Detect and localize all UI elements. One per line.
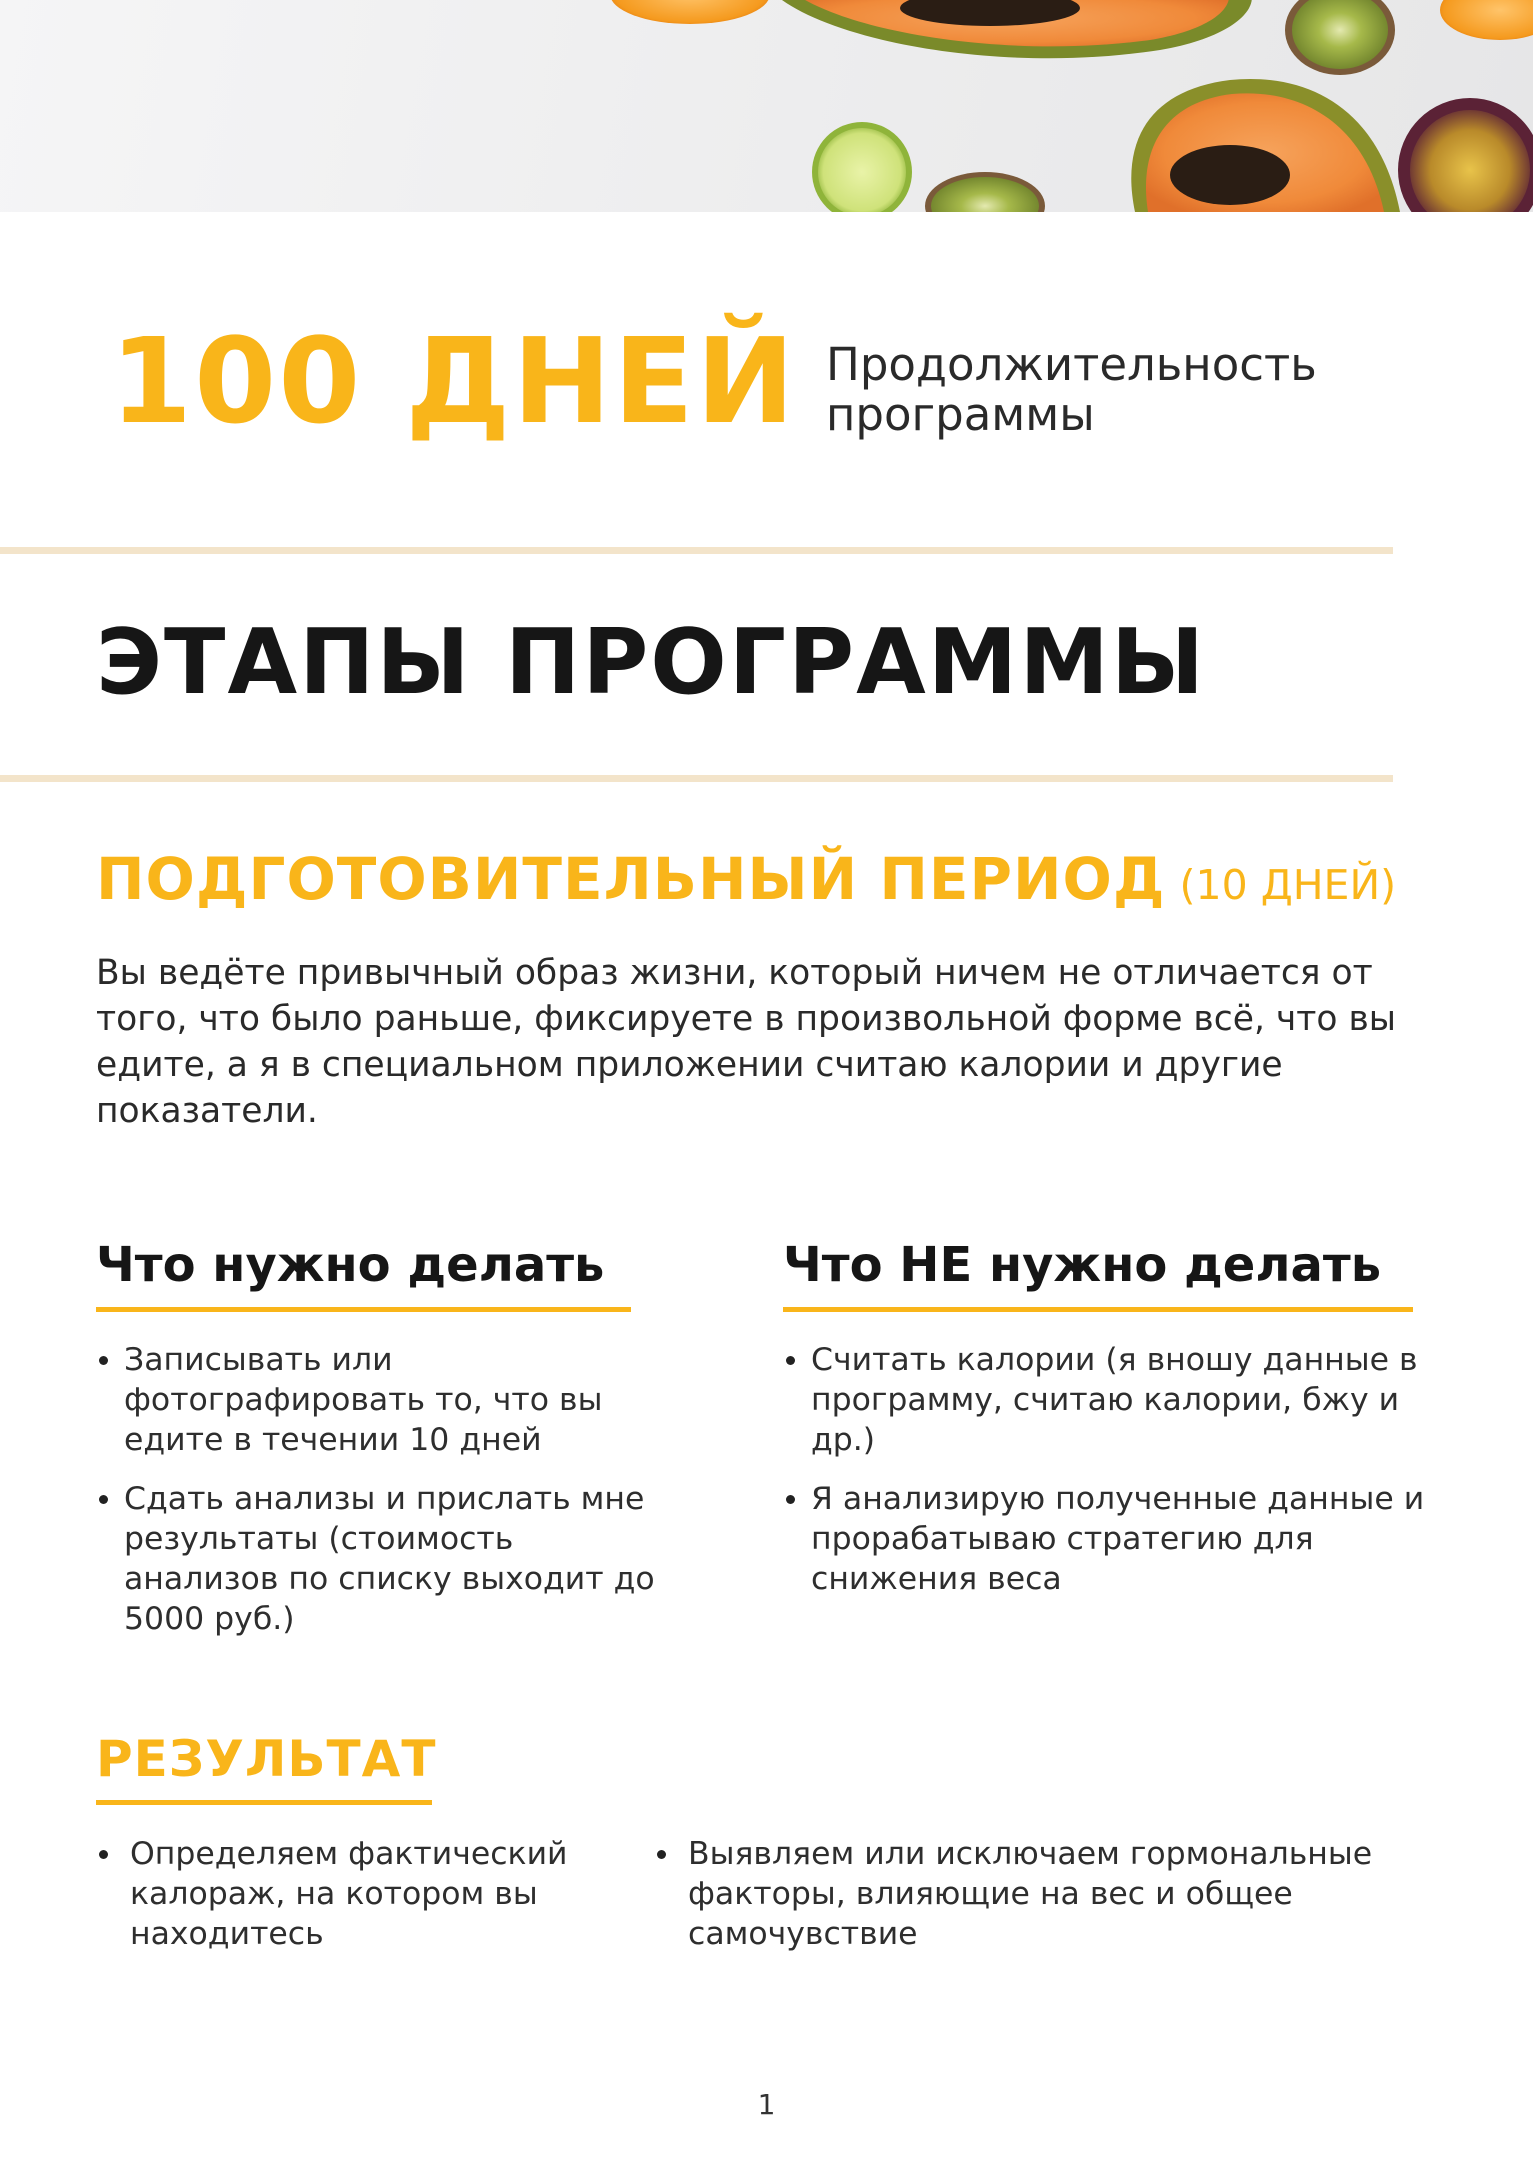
result-title: РЕЗУЛЬТАТ	[96, 1730, 437, 1788]
list-item: Я анализирую полученные данные и прорабатываю стратегию для снижения веса	[783, 1479, 1433, 1599]
todo-underline	[96, 1307, 631, 1312]
duration-label	[826, 340, 1317, 441]
page-number: 1	[757, 2088, 776, 2121]
period-intro: Вы ведёте привычный образ жизни, который ничем не отличается от того, что было раньше, фиксируете в произвольной форме всё, что вы едите, а я в специальном приложении считаю калории и другие показатели.	[96, 953, 1397, 1131]
list-item: Выявляем или исключаем гормональные факторы, влияющие на вес и общее самочувствие	[654, 1834, 1434, 1954]
banner-photo	[0, 0, 1533, 212]
not-todo-list	[783, 1340, 1433, 1618]
list-item: Сдать анализы и прислать мне результаты (стоимость анализов по списку выходит до 5000 руб.)	[96, 1479, 656, 1639]
list-item: Записывать или фотографировать то, что вы едите в течении 10 дней	[96, 1340, 656, 1460]
duration-label-line2: программы	[826, 388, 1095, 442]
result-list-left	[96, 1834, 616, 1973]
duration-value: 100 ДНЕЙ	[110, 312, 797, 450]
period-duration: (10 ДНЕЙ)	[1179, 861, 1397, 909]
duration-label-line1: Продолжительность	[826, 338, 1317, 391]
period-heading	[96, 845, 1397, 913]
result-list-right	[654, 1834, 1434, 1973]
result-underline	[96, 1800, 432, 1805]
fruit-photo-icon	[0, 0, 1533, 212]
list-item: Считать калории (я вношу данные в программу, считаю калории, бжу и др.)	[783, 1340, 1433, 1460]
todo-list	[96, 1340, 656, 1658]
list-item: Определяем фактический калораж, на котором вы находитесь	[96, 1834, 616, 1954]
divider-bottom	[0, 775, 1393, 782]
todo-title: Что нужно делать	[96, 1237, 605, 1293]
divider-top	[0, 547, 1393, 554]
period-title: ПОДГОТОВИТЕЛЬНЫЙ ПЕРИОД	[96, 845, 1166, 913]
not-todo-underline	[783, 1307, 1413, 1312]
not-todo-title: Что НЕ нужно делать	[783, 1237, 1382, 1293]
stages-title: ЭТАПЫ ПРОГРАММЫ	[96, 610, 1207, 715]
